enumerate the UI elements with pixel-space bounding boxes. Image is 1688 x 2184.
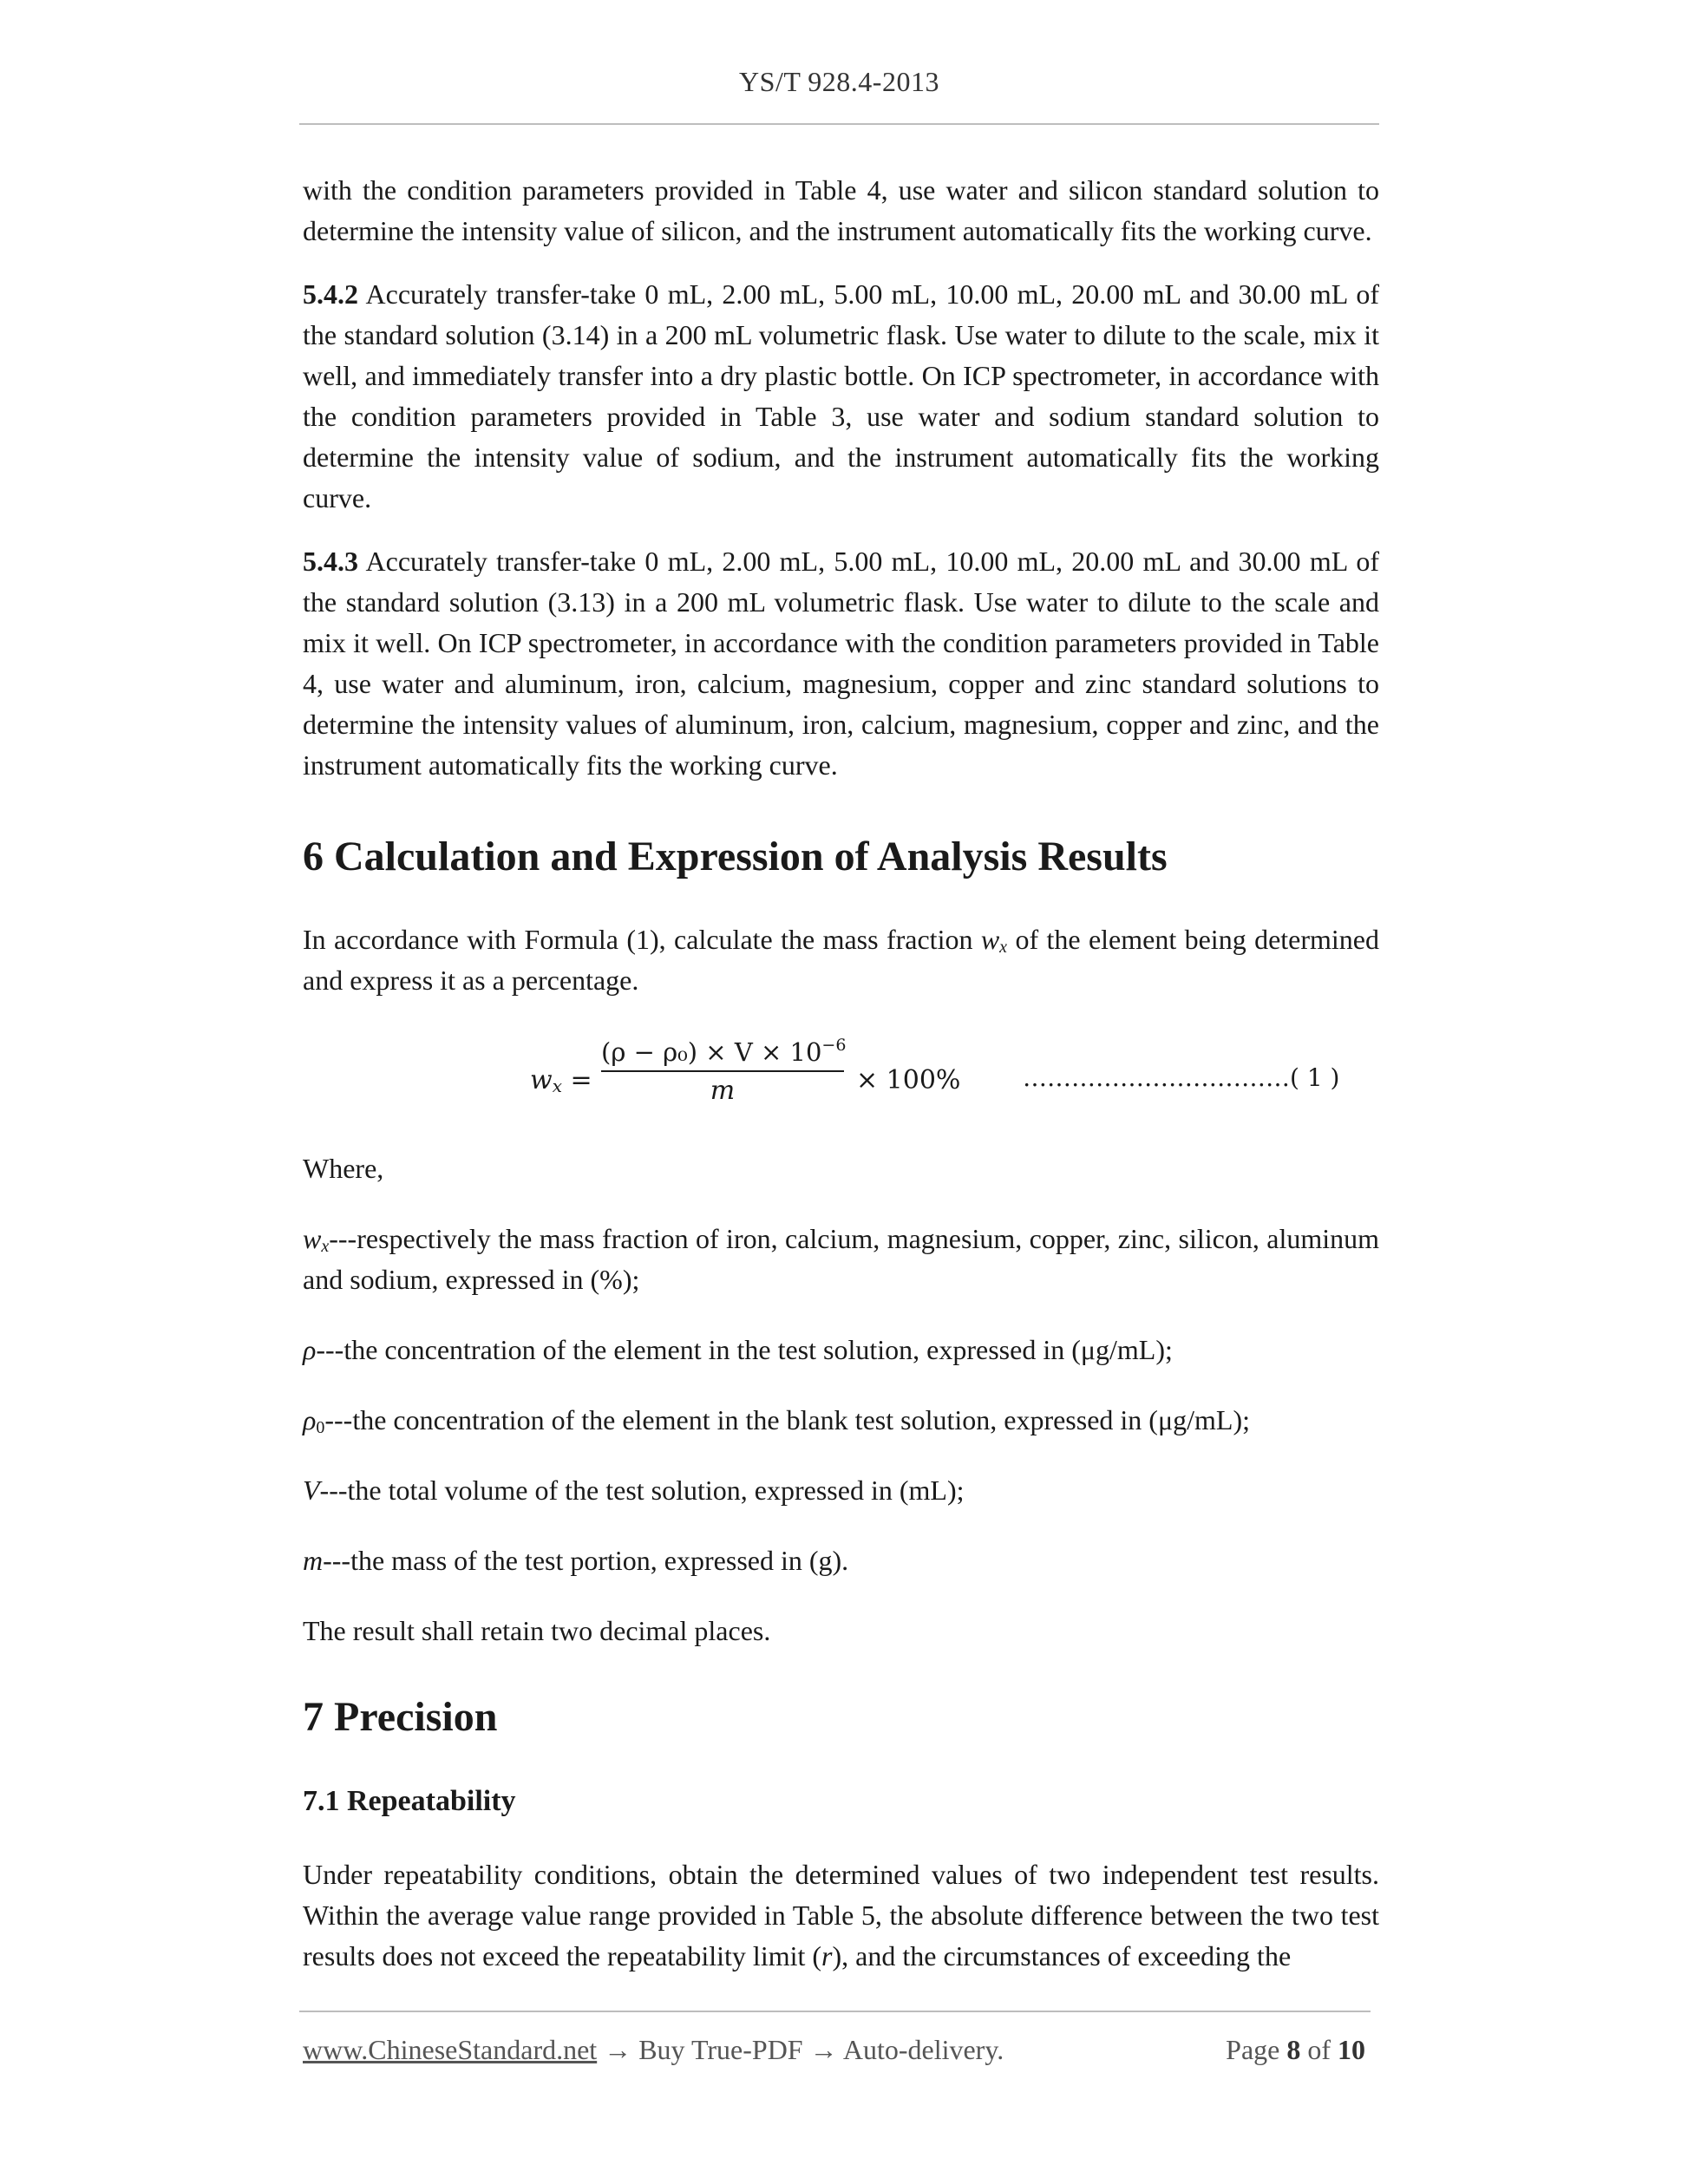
leader-dots: …………………………… (1023, 1063, 1290, 1092)
header-divider (299, 123, 1379, 125)
total-pages: 10 (1338, 2034, 1365, 2065)
formula-numerator: $(\rho - \rho_0) \times V \times 10^{-6}$ (601, 1036, 847, 1067)
definition-m: m---the mass of the test portion, expressed in (g). (303, 1545, 849, 1576)
current-page: 8 (1286, 2034, 1301, 2065)
paragraph-5-4-3 (303, 541, 1379, 786)
result-note: The result shall retain two decimal places. (303, 1615, 771, 1646)
variable-w: w (980, 924, 1000, 955)
arrow-right-icon: → (802, 2034, 843, 2065)
formula-fraction (601, 1036, 847, 1107)
formula-denominator: m (710, 1076, 736, 1106)
where-label: Where, (303, 1153, 384, 1184)
paragraph-5-4-2 (303, 274, 1379, 519)
buy-pdf-text: Buy True-PDF (638, 2034, 803, 2065)
definition-wx: $w_x--$-respectively the mass fraction of iron, calcium, magnesium, copper, zinc, silicon, aluminum and sodium, expressed in (%); (303, 1223, 1379, 1295)
section-6-heading: 6 Calculation and Expression of Analysis Results (303, 834, 1168, 879)
footer-promo (303, 2034, 1004, 2066)
section-7-1-heading: 7.1 Repeatability (303, 1785, 516, 1817)
section-6-intro: In accordance with Formula (1), calculate the mass fraction $w_x$ of the element being determined and express it as a percentage. (303, 924, 1379, 996)
clause-number: 5.4.3 (303, 546, 358, 577)
equation-number: ( 1 ) (1290, 1063, 1340, 1092)
definition-rho: ρ---the concentration of the element in the test solution, expressed in (μg/mL); (303, 1334, 1173, 1365)
repeatability-text: Under repeatability conditions, obtain the determined values of two independent test results. Within the average value range provided in Table 5, the absolute difference between the two test results does not exceed the repeatability limit (r), and the circumstances of exceeding the (303, 1859, 1379, 1971)
document-header (299, 66, 1379, 98)
formula-percent: × 100% (856, 1065, 961, 1095)
page-footer (303, 2034, 1371, 2072)
site-link[interactable]: www.ChineseStandard.net (303, 2034, 598, 2065)
formula-1 (303, 1036, 1379, 1131)
paragraph-intro: with the condition parameters provided in Table 4, use water and silicon standard solution to determine the intensity value of silicon, and the instrument automatically fits the working curve. (303, 174, 1379, 246)
document-id: YS/T 928.4-2013 (739, 66, 939, 97)
page-indicator: Page 8 of 10 (1226, 2034, 1365, 2065)
clause-number: 5.4.2 (303, 278, 358, 310)
formula-number (1023, 1063, 1339, 1092)
section-7-heading: 7 Precision (303, 1694, 498, 1740)
clause-text: Accurately transfer-take 0 mL, 2.00 mL, 5.00 mL, 10.00 mL, 20.00 mL and 30.00 mL of the standard solution (3.13) in a 200 mL volumetric flask. Use water to dilute to the scale and mix it well. On ICP spectrometer, in accordance with the condition parameters provided in Table 4, use water and aluminum, iron, calcium, magnesium, copper and zinc standard solutions to determine the intensity values of aluminum, iron, calcium, magnesium, copper and zinc, and the instrument automatically fits the working curve. (303, 546, 1379, 781)
delivery-text: Auto-delivery. (842, 2034, 1004, 2065)
arrow-right-icon: → (597, 2034, 639, 2065)
clause-text: Accurately transfer-take 0 mL, 2.00 mL, 5.00 mL, 10.00 mL, 20.00 mL and 30.00 mL of the standard solution (3.14) in a 200 mL volumetric flask. Use water to dilute to the scale, mix it well, and immediately transfer into a dry plastic bottle. On ICP spectrometer, in accordance with the condition parameters provided in Table 3, use water and sodium standard solution to determine the intensity value of sodium, and the instrument automatically fits the working curve. (303, 278, 1379, 513)
page-content (303, 170, 1379, 1977)
definition-rho0: $\rho_0--$-the concentration of the element in the blank test solution, expressed in (μg/mL); (303, 1404, 1250, 1437)
formula-lhs: $w_x$ = (530, 1065, 592, 1096)
fraction-bar (601, 1070, 844, 1072)
definition-v: V---the total volume of the test solution, expressed in (mL); (303, 1475, 965, 1506)
footer-divider (299, 2011, 1371, 2012)
